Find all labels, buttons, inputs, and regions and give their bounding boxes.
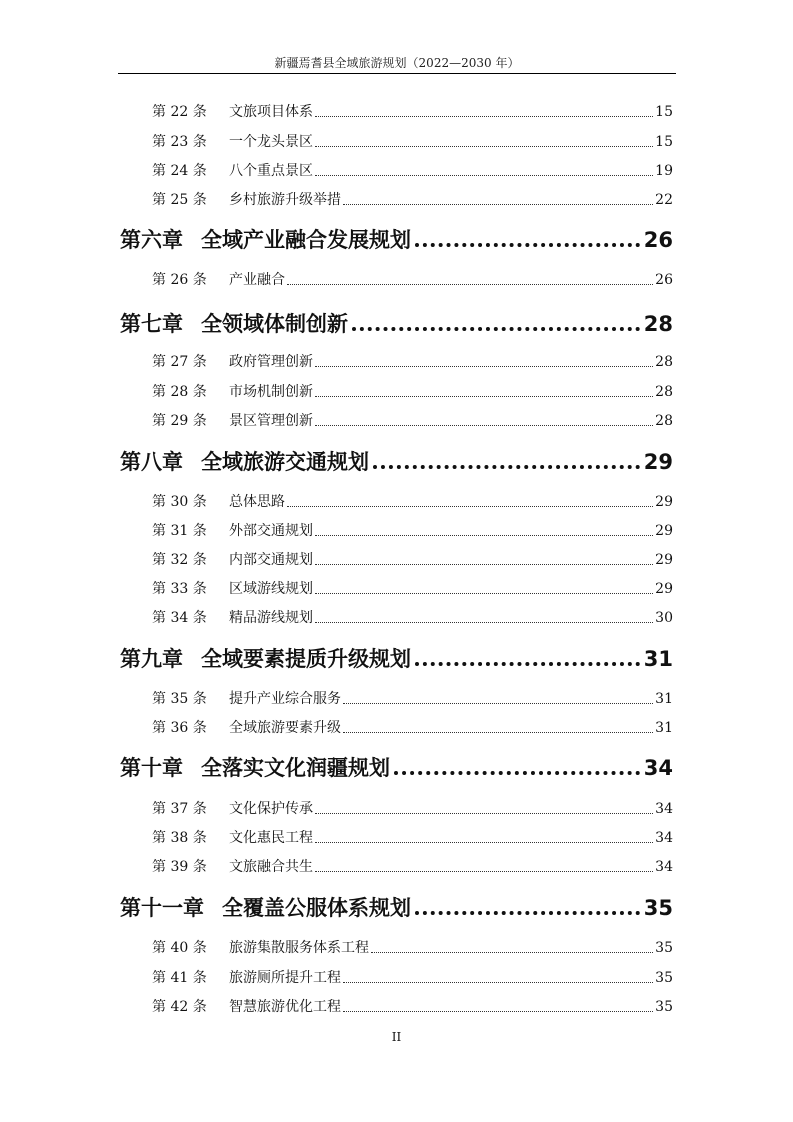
page-ref: 35 — [655, 940, 673, 956]
toc-entry[interactable] — [152, 159, 673, 179]
article-number: 第 33 条 — [152, 581, 207, 597]
page-ref: 30 — [655, 610, 673, 626]
chapter-title: 全领域体制创新 — [201, 312, 348, 336]
page-ref: 35 — [655, 970, 673, 986]
chapter-number: 第十一章 — [120, 896, 204, 920]
dot-leader — [343, 702, 653, 704]
toc-entry[interactable] — [152, 350, 673, 370]
dot-leader — [415, 661, 640, 666]
toc-entry[interactable] — [152, 100, 673, 120]
chapter-number: 第九章 — [120, 647, 183, 671]
dot-leader — [315, 174, 653, 176]
page-ref: 15 — [655, 104, 673, 120]
dot-leader — [315, 563, 653, 565]
entry-title: 提升产业综合服务 — [229, 691, 341, 707]
article-number: 第 41 条 — [152, 970, 207, 986]
entry-title: 区域游线规划 — [229, 581, 313, 597]
dot-leader — [315, 592, 653, 594]
dot-leader — [315, 115, 653, 117]
article-number: 第 25 条 — [152, 192, 207, 208]
entry-title: 外部交通规划 — [229, 523, 313, 539]
dot-leader — [373, 464, 640, 469]
article-number: 第 26 条 — [152, 272, 207, 288]
toc-entry[interactable] — [152, 548, 673, 568]
toc-entry[interactable] — [152, 716, 673, 736]
dot-leader — [371, 951, 653, 953]
dot-leader — [287, 505, 653, 507]
entry-title: 总体思路 — [229, 494, 285, 510]
entry-title: 精品游线规划 — [229, 610, 313, 626]
page-ref: 35 — [643, 896, 673, 920]
chapter-number: 第六章 — [120, 228, 183, 252]
entry-title: 景区管理创新 — [229, 413, 313, 429]
entry-title: 乡村旅游升级举措 — [229, 192, 341, 208]
dot-leader — [315, 145, 653, 147]
toc-entry[interactable] — [152, 936, 673, 956]
page-ref: 29 — [643, 450, 673, 474]
entry-title: 八个重点景区 — [229, 163, 313, 179]
chapter-title: 全域要素提质升级规划 — [201, 647, 411, 671]
page-ref: 28 — [655, 354, 673, 370]
entry-title: 智慧旅游优化工程 — [229, 999, 341, 1015]
chapter-title: 全域产业融合发展规划 — [201, 228, 411, 252]
toc-chapter[interactable] — [120, 222, 673, 252]
article-number: 第 28 条 — [152, 384, 207, 400]
dot-leader — [315, 365, 653, 367]
page-ref: 34 — [655, 859, 673, 875]
dot-leader — [343, 1010, 653, 1012]
toc-chapter[interactable] — [120, 306, 673, 336]
article-number: 第 36 条 — [152, 720, 207, 736]
dot-leader — [315, 621, 653, 623]
page-ref: 31 — [655, 691, 673, 707]
page-ref: 29 — [655, 552, 673, 568]
page-ref: 34 — [655, 830, 673, 846]
entry-title: 市场机制创新 — [229, 384, 313, 400]
page-ref: 26 — [643, 228, 673, 252]
entry-title: 文化惠民工程 — [229, 830, 313, 846]
dot-leader — [343, 981, 653, 983]
dot-leader — [352, 326, 640, 331]
page-ref: 34 — [643, 756, 673, 780]
entry-title: 产业融合 — [229, 272, 285, 288]
page-ref: 22 — [655, 192, 673, 208]
toc-entry[interactable] — [152, 130, 673, 150]
entry-title: 内部交通规划 — [229, 552, 313, 568]
article-number: 第 35 条 — [152, 691, 207, 707]
toc-entry[interactable] — [152, 966, 673, 986]
article-number: 第 23 条 — [152, 134, 207, 150]
toc-entry[interactable] — [152, 519, 673, 539]
dot-leader — [315, 424, 653, 426]
header-rule — [118, 73, 676, 74]
article-number: 第 31 条 — [152, 523, 207, 539]
dot-leader — [315, 534, 653, 536]
chapter-number: 第十章 — [120, 756, 183, 780]
dot-leader — [315, 812, 653, 814]
toc-entry[interactable] — [152, 606, 673, 626]
dot-leader — [315, 841, 653, 843]
article-number: 第 27 条 — [152, 354, 207, 370]
page-ref: 29 — [655, 581, 673, 597]
page-ref: 34 — [655, 801, 673, 817]
running-header: 新疆焉耆县全域旅游规划（2022—2030 年） — [274, 56, 520, 70]
chapter-title: 全覆盖公服体系规划 — [222, 896, 411, 920]
toc-entry[interactable] — [152, 380, 673, 400]
toc-chapter[interactable] — [120, 750, 673, 780]
article-number: 第 37 条 — [152, 801, 207, 817]
page-ref: 29 — [655, 523, 673, 539]
toc-entry[interactable] — [152, 577, 673, 597]
toc-entry[interactable] — [152, 490, 673, 510]
toc-entry[interactable] — [152, 188, 673, 208]
article-number: 第 24 条 — [152, 163, 207, 179]
dot-leader — [343, 203, 653, 205]
page-ref: 35 — [655, 999, 673, 1015]
article-number: 第 39 条 — [152, 859, 207, 875]
dot-leader — [287, 283, 653, 285]
page-ref: 15 — [655, 134, 673, 150]
entry-title: 文旅融合共生 — [229, 859, 313, 875]
article-number: 第 32 条 — [152, 552, 207, 568]
dot-leader — [394, 770, 640, 775]
dot-leader — [415, 242, 640, 247]
entry-title: 文化保护传承 — [229, 801, 313, 817]
entry-title: 全域旅游要素升级 — [229, 720, 341, 736]
page-ref: 31 — [655, 720, 673, 736]
toc-entry[interactable] — [152, 687, 673, 707]
article-number: 第 22 条 — [152, 104, 207, 120]
page-ref: 31 — [643, 647, 673, 671]
entry-title: 一个龙头景区 — [229, 134, 313, 150]
toc-entry[interactable] — [152, 409, 673, 429]
chapter-title: 全域旅游交通规划 — [201, 450, 369, 474]
entry-title: 旅游集散服务体系工程 — [229, 940, 369, 956]
article-number: 第 34 条 — [152, 610, 207, 626]
toc-entry[interactable] — [152, 995, 673, 1015]
page-ref: 28 — [643, 312, 673, 336]
toc-chapter[interactable] — [120, 890, 673, 920]
article-number: 第 29 条 — [152, 413, 207, 429]
page-ref: 28 — [655, 413, 673, 429]
entry-title: 旅游厕所提升工程 — [229, 970, 341, 986]
page-ref: 29 — [655, 494, 673, 510]
chapter-title: 全落实文化润疆规划 — [201, 756, 390, 780]
toc-entry[interactable] — [152, 826, 673, 846]
article-number: 第 40 条 — [152, 940, 207, 956]
article-number: 第 30 条 — [152, 494, 207, 510]
toc-chapter[interactable] — [120, 444, 673, 474]
toc-entry[interactable] — [152, 855, 673, 875]
article-number: 第 38 条 — [152, 830, 207, 846]
chapter-number: 第八章 — [120, 450, 183, 474]
page-ref: 28 — [655, 384, 673, 400]
entry-title: 文旅项目体系 — [229, 104, 313, 120]
entry-title: 政府管理创新 — [229, 354, 313, 370]
page-ref: 26 — [655, 272, 673, 288]
dot-leader — [315, 870, 653, 872]
dot-leader — [343, 731, 653, 733]
dot-leader — [415, 910, 640, 915]
toc-entry[interactable] — [152, 268, 673, 288]
page-number: II — [391, 1030, 402, 1044]
toc-chapter[interactable] — [120, 641, 673, 671]
dot-leader — [315, 395, 653, 397]
article-number: 第 42 条 — [152, 999, 207, 1015]
chapter-number: 第七章 — [120, 312, 183, 336]
toc-entry[interactable] — [152, 797, 673, 817]
page-ref: 19 — [655, 163, 673, 179]
